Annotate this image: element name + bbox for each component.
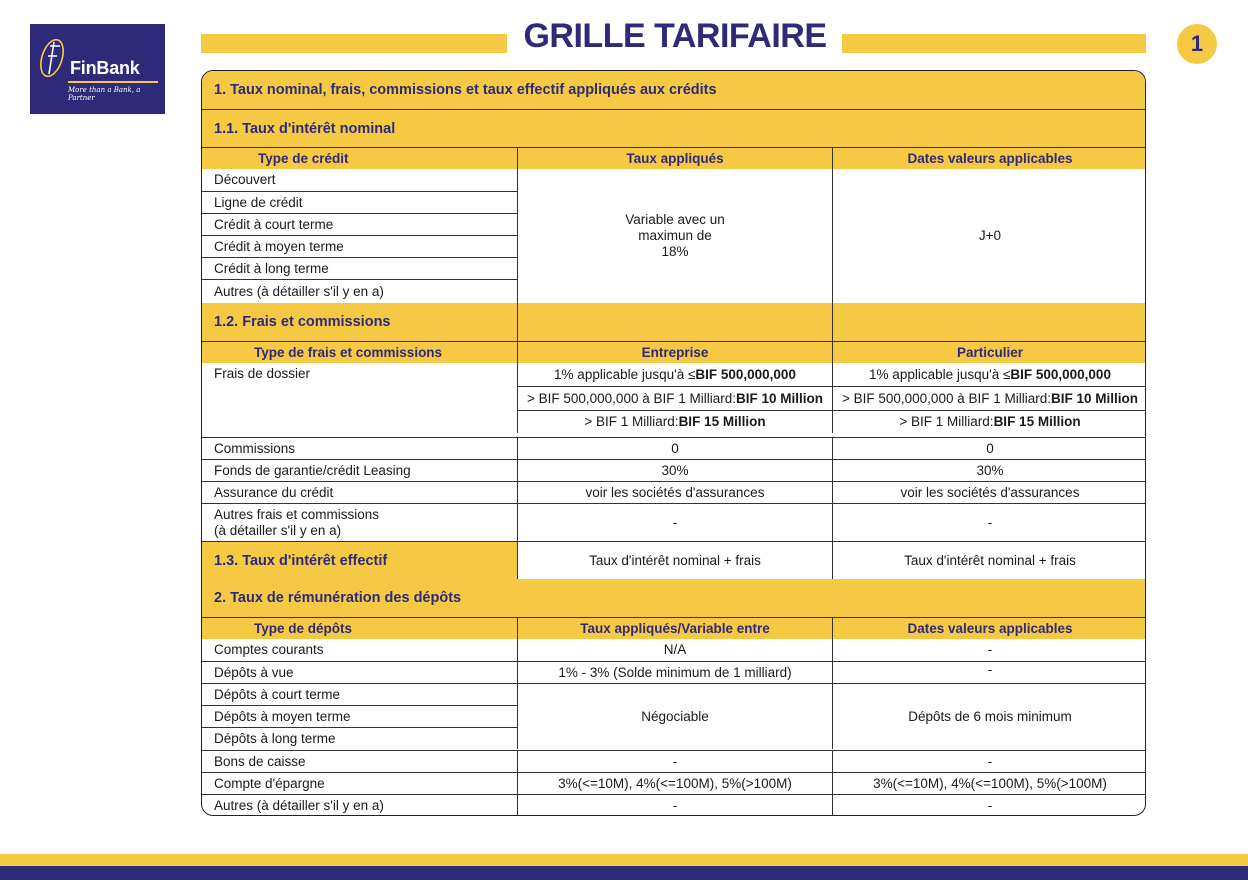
commissions-entreprise: 0	[517, 437, 832, 459]
assurance-entreprise: voir les sociétés d'assurances	[517, 481, 832, 503]
dossier-particulier-tier2-prefix: > BIF 500,000,000 à BIF 1 Milliard:	[842, 390, 1051, 406]
depots-vue-date: -	[832, 661, 1146, 683]
depot-row-autres: Autres (à détailler s'il y en a)	[202, 794, 517, 816]
credit-row-ligne: Ligne de crédit	[202, 191, 517, 213]
col-header-type-frais: Type de frais et commissions	[202, 341, 517, 363]
dossier-particulier-tier1-amount: BIF 500,000,000	[1010, 366, 1111, 382]
autres-frais-particulier: -	[832, 503, 1146, 541]
term-deposits-date: Dépôts de 6 mois minimum	[832, 683, 1146, 749]
depot-row-moyen: Dépôts à moyen terme	[202, 705, 517, 727]
commissions-particulier: 0	[832, 437, 1146, 459]
logo-brand-name: FinBank	[70, 58, 140, 78]
section-1-2-spacer-particulier	[832, 303, 1146, 341]
logo-tagline: More than a Bank, a Partner	[68, 86, 141, 102]
dossier-entreprise-tier1	[517, 363, 832, 386]
section-1-title: 1. Taux nominal, frais, commissions et taux effectif appliqués aux crédits	[202, 71, 1146, 109]
dossier-particulier-tier1-prefix: 1% applicable jusqu'à ≤	[869, 366, 1011, 382]
col-header-type-depots: Type de dépôts	[202, 617, 517, 639]
credit-row-decouvert: Découvert	[214, 172, 276, 187]
fees-row-commissions: Commissions	[202, 437, 517, 459]
page-number-badge: 1	[1177, 24, 1217, 64]
fonds-garantie-entreprise: 30%	[517, 459, 832, 481]
autres-depots-date: -	[832, 794, 1146, 816]
bons-date: -	[832, 750, 1146, 772]
fees-row-assurance: Assurance du crédit	[202, 481, 517, 503]
col-header-dates-valeurs-depots: Dates valeurs applicables	[832, 617, 1146, 639]
logo-divider	[68, 81, 158, 83]
section-2-title: 2. Taux de rémunération des dépôts	[202, 579, 1146, 617]
col-header-taux-variable: Taux appliqués/Variable entre	[517, 617, 832, 639]
comptes-courants-rate: N/A	[517, 639, 832, 661]
comptes-courants-date: -	[832, 639, 1146, 661]
dossier-entreprise-tier1-amount: BIF 500,000,000	[695, 366, 796, 382]
nominal-value-date: J+0	[832, 169, 1146, 303]
dossier-entreprise-tier3	[517, 410, 832, 433]
dossier-entreprise-tier2-prefix: > BIF 500,000,000 à BIF 1 Milliard:	[527, 390, 736, 406]
dossier-entreprise-tier1-prefix: 1% applicable jusqu'à ≤	[554, 366, 696, 382]
fees-row-autres-line1: Autres frais et commissions	[214, 506, 380, 522]
section-1-3-title: 1.3. Taux d'intérêt effectif	[202, 541, 517, 579]
dossier-particulier-tier3-prefix: > BIF 1 Milliard:	[899, 414, 994, 429]
fees-row-fonds-garantie: Fonds de garantie/crédit Leasing	[202, 459, 517, 481]
fees-row-autres-line2: (à détailler s'il y en a)	[214, 522, 342, 538]
section-1-2-title: 1.2. Frais et commissions	[202, 303, 517, 341]
col-header-particulier: Particulier	[832, 341, 1146, 363]
section-1-2-spacer-entreprise	[517, 303, 832, 341]
col-header-entreprise: Entreprise	[517, 341, 832, 363]
col-header-taux-appliques: Taux appliqués	[517, 147, 832, 169]
col-header-type-credit: Type de crédit	[202, 147, 517, 169]
epargne-rate: 3%(<=10M), 4%(<=100M), 5%(>100M)	[517, 772, 832, 794]
bons-rate: -	[517, 750, 832, 772]
depot-row-vue: Dépôts à vue	[202, 661, 517, 683]
footer-accent-bar	[0, 854, 1248, 866]
term-deposits-rate: Négociable	[517, 683, 832, 749]
dossier-particulier-tier1	[832, 363, 1146, 386]
autres-depots-rate: -	[517, 794, 832, 816]
assurance-particulier: voir les sociétés d'assurances	[832, 481, 1146, 503]
credit-row-long: Crédit à long terme	[202, 257, 517, 279]
dossier-particulier-tier2-amount: BIF 10 Million	[1051, 390, 1139, 406]
depot-row-long: Dépôts à long terme	[202, 727, 517, 749]
page-title: GRILLE TARIFAIRE	[523, 17, 827, 55]
dossier-particulier-tier3	[832, 410, 1146, 433]
depot-row-epargne: Compte d'épargne	[202, 772, 517, 794]
finbank-logo	[30, 24, 165, 114]
effective-entreprise: Taux d'intérêt nominal + frais	[517, 541, 832, 579]
dossier-particulier-tier2	[832, 386, 1146, 410]
footer-brand-bar	[0, 866, 1248, 880]
depot-row-court: Dépôts à court terme	[202, 683, 517, 705]
depot-row-comptes-courants: Comptes courants	[214, 642, 324, 657]
autres-frais-entreprise: -	[517, 503, 832, 541]
epargne-date: 3%(<=10M), 4%(<=100M), 5%(>100M)	[832, 772, 1146, 794]
dossier-entreprise-tier3-amount: BIF 15 Million	[678, 414, 766, 429]
dossier-entreprise-tier3-prefix: > BIF 1 Milliard:	[584, 414, 679, 429]
credit-row-autres: Autres (à détailler s'il y en a)	[202, 279, 517, 303]
fees-row-autres	[202, 503, 517, 541]
effective-particulier: Taux d'intérêt nominal + frais	[832, 541, 1146, 579]
credit-row-court: Crédit à court terme	[202, 213, 517, 235]
tariff-table	[201, 70, 1146, 816]
dossier-entreprise-tier2-amount: BIF 10 Million	[736, 390, 824, 406]
depot-row-bons: Bons de caisse	[202, 750, 517, 772]
fonds-garantie-particulier: 30%	[832, 459, 1146, 481]
dossier-entreprise-tier2	[517, 386, 832, 410]
col-header-dates-valeurs: Dates valeurs applicables	[832, 147, 1146, 169]
dossier-particulier-tier3-amount: BIF 15 Million	[993, 414, 1081, 429]
depots-vue-rate: 1% - 3% (Solde minimum de 1 milliard)	[517, 661, 832, 683]
nominal-rate-value: Variable avec un maximun de 18%	[517, 169, 832, 303]
title-bar-left	[201, 34, 507, 53]
fees-row-dossier: Frais de dossier	[214, 366, 311, 381]
section-1-1-title: 1.1. Taux d'intérêt nominal	[202, 109, 1146, 147]
credit-row-moyen: Crédit à moyen terme	[202, 235, 517, 257]
title-bar-right	[842, 34, 1146, 53]
